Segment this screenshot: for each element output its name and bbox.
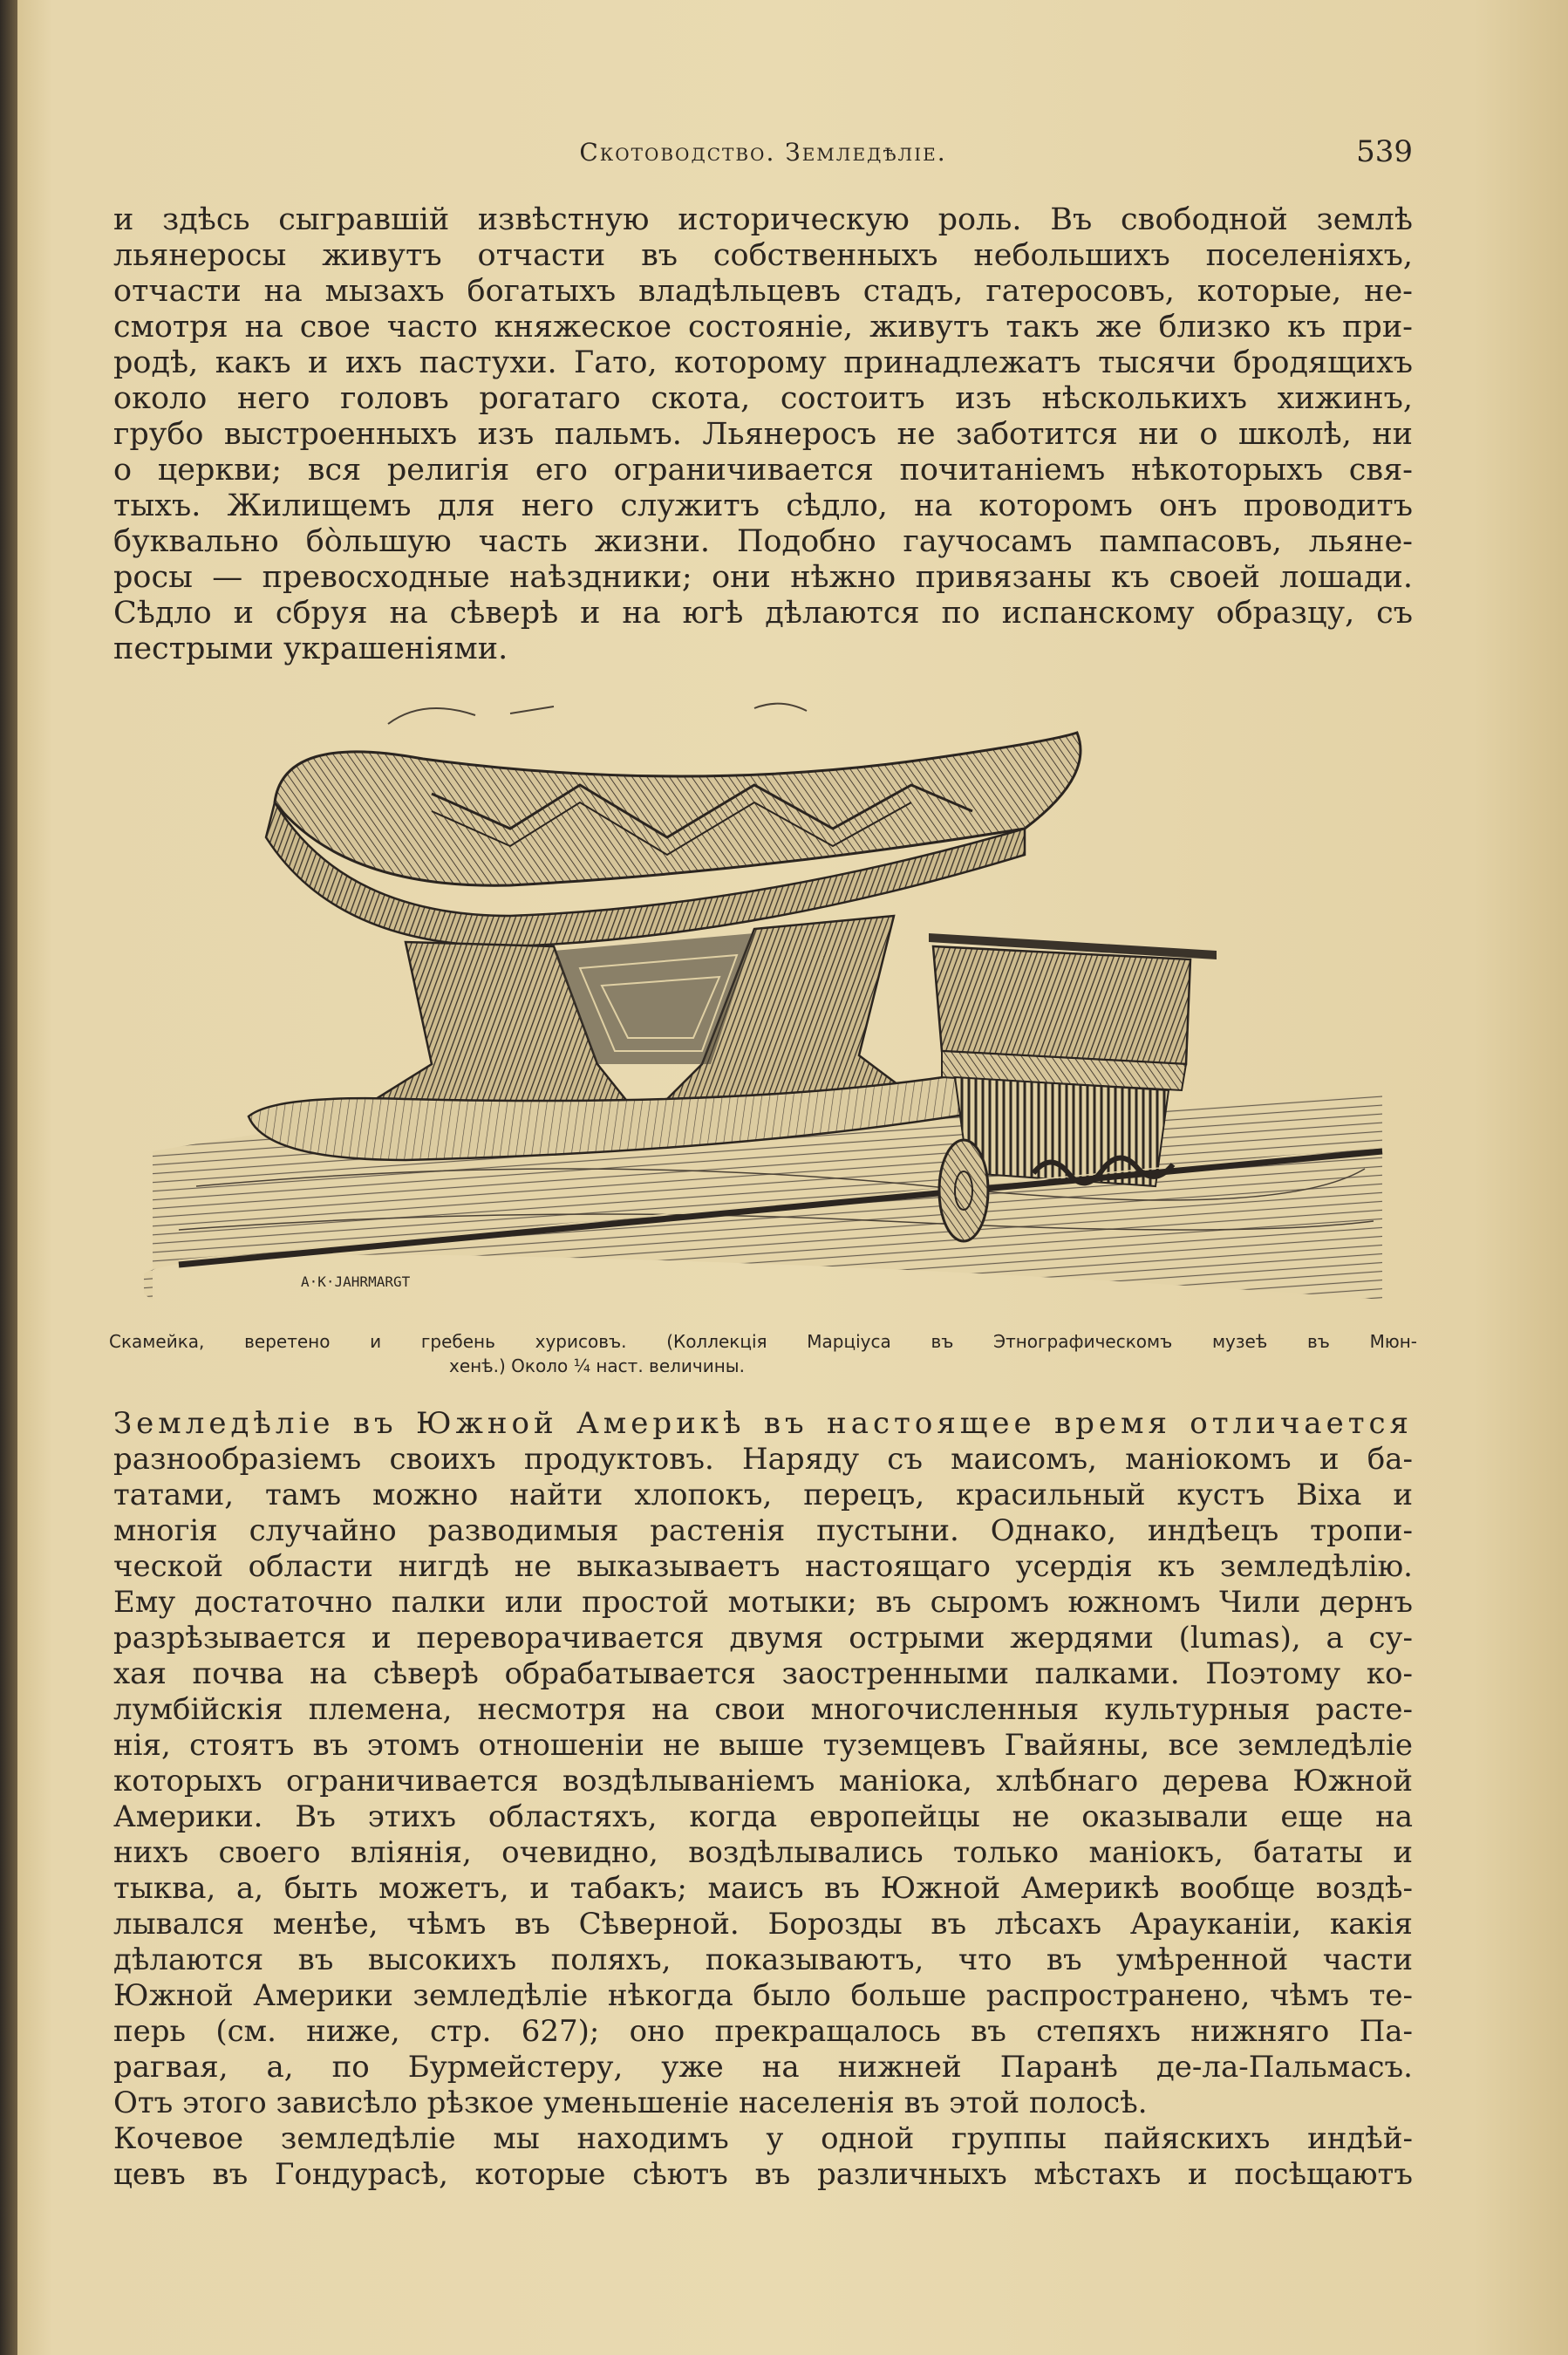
engraving-stool-spindle-comb [144, 698, 1391, 1317]
text-line: тыква, а, быть можетъ, и табакъ; маисъ въ Южной Америкѣ вообще воздѣ- [113, 1871, 1413, 1906]
text-line: Ему достаточно палки или простой мотыки; въ сыромъ южномъ Чили дернъ [113, 1585, 1413, 1620]
caption-line-2: хенѣ.) Около ¼ наст. величины. [449, 1355, 745, 1376]
text-line: грубо выстроенныхъ изъ пальмъ. Льянеросъ не заботится ни о школѣ, ни [113, 417, 1413, 452]
text-line: Кочевое земледѣліе мы находимъ у одной группы пайяскихъ индѣй- [113, 2121, 1413, 2156]
text-line: Америки. Въ этихъ областяхъ, когда европейцы не оказывали еще на [113, 1799, 1413, 1834]
engraver-signature: A·K·JAHRMARGT [301, 1273, 411, 1290]
text-line: нихъ своего вліянія, очевидно, воздѣлывались только маніокъ, бататы и [113, 1835, 1413, 1870]
running-head [113, 133, 1413, 173]
text-line: Отъ этого зависѣло рѣзкое уменьшеніе населенія въ этой полосѣ. [113, 2085, 1148, 2120]
text-line: пестрыми украшеніями. [113, 631, 508, 666]
text-line: многія случайно разводимыя растенія пустыни. Однако, индѣецъ тропи- [113, 1513, 1413, 1548]
text-line: о церкви; вся религія его ограничивается почитаніемъ нѣкоторыхъ свя- [113, 453, 1413, 488]
text-line: буквально бо̀льшую часть жизни. Подобно гаучосамъ пампасовъ, льяне- [113, 524, 1413, 559]
paragraph-saddle-and-llaneros [113, 202, 1413, 667]
text-line: смотря на свое часто княжеское состояніе, живутъ такъ же близко къ при- [113, 310, 1413, 345]
engraving-illustration [144, 698, 1391, 1317]
text-line: которыхъ ограничивается воздѣлываніемъ маніока, хлѣбнаго дерева Южной [113, 1764, 1413, 1799]
text-line: родѣ, какъ и ихъ пастухи. Гато, которому принадлежатъ тысячи бродящихъ [113, 345, 1413, 380]
text-line: Южной Америки земледѣліе нѣкогда было больше распространено, чѣмъ те- [113, 1978, 1413, 2013]
text-line: Сѣдло и сбруя на сѣверѣ и на югѣ дѣлаются по испанскому образцу, съ [113, 596, 1413, 631]
text-line: около него головъ рогатаго скота, состоитъ изъ нѣсколькихъ хижинъ, [113, 381, 1413, 416]
text-line: лывался менѣе, чѣмъ въ Сѣверной. Борозды въ лѣсахъ Арауканіи, какія [113, 1907, 1413, 1942]
text-line: рагвая, а, по Бурмейстеру, уже на нижней Паранѣ де-ла-Пальмасъ. [113, 2050, 1413, 2085]
text-line: разрѣзывается и переворачивается двумя острыми жердями (lumas), а су- [113, 1621, 1413, 1655]
text-line: льянеросы живутъ отчасти въ собственныхъ небольшихъ поселеніяхъ, [113, 238, 1413, 273]
text-line: росы — превосходные наѣздники; они нѣжно привязаны къ своей лошади. [113, 560, 1413, 595]
text-line: ческой области нигдѣ не выказываетъ настоящаго усердія къ земледѣлію. [113, 1549, 1413, 1584]
book-spine-shadow [0, 0, 17, 2355]
page-number: 539 [1356, 134, 1413, 169]
text-line: отчасти на мызахъ богатыхъ владѣльцевъ стадъ, гатеросовъ, которые, не- [113, 274, 1413, 309]
paragraph-agriculture [113, 1406, 1413, 2193]
figure-caption [109, 1329, 1417, 1378]
text-line: татами, тамъ можно найти хлопокъ, перецъ, красильный кустъ Bixa и [113, 1478, 1413, 1512]
text-line: и здѣсь сыгравшій извѣстную историческую роль. Въ свободной землѣ [113, 202, 1413, 237]
text-line: цевъ въ Гондурасѣ, которые сѣютъ въ различныхъ мѣстахъ и посѣщаютъ [113, 2157, 1413, 2192]
text-line: нія, стоятъ въ этомъ отношеніи не выше туземцевъ Гвайяны, все земледѣліе [113, 1728, 1413, 1763]
text-line: хая почва на сѣверѣ обрабатывается заостренными палками. Поэтому ко- [113, 1656, 1413, 1691]
text-line: разнообразіемъ своихъ продуктовъ. Наряду съ маисомъ, маніокомъ и ба- [113, 1442, 1413, 1477]
caption-line-1: Скамейка, веретено и гребень хурисовъ. (Коллекція Марціуса въ Этнографическомъ музеѣ въ Мюн- [109, 1331, 1417, 1352]
text-line: тыхъ. Жилищемъ для него служитъ сѣдло, на которомъ онъ проводитъ [113, 488, 1413, 523]
text-line: лумбійскія племена, несмотря на свои многочисленныя культурныя расте- [113, 1692, 1413, 1727]
running-head-title: Скотоводство. Земледѣліе. [579, 138, 947, 167]
text-line: Земледѣліе въ Южной Америкѣ въ настоящее время отличается [113, 1406, 1413, 1441]
text-line: дѣлаются въ высокихъ поляхъ, показываютъ, что въ умѣренной части [113, 1942, 1413, 1977]
text-line: перь (см. ниже, стр. 627); оно прекращалось въ степяхъ нижняго Па- [113, 2014, 1413, 2049]
